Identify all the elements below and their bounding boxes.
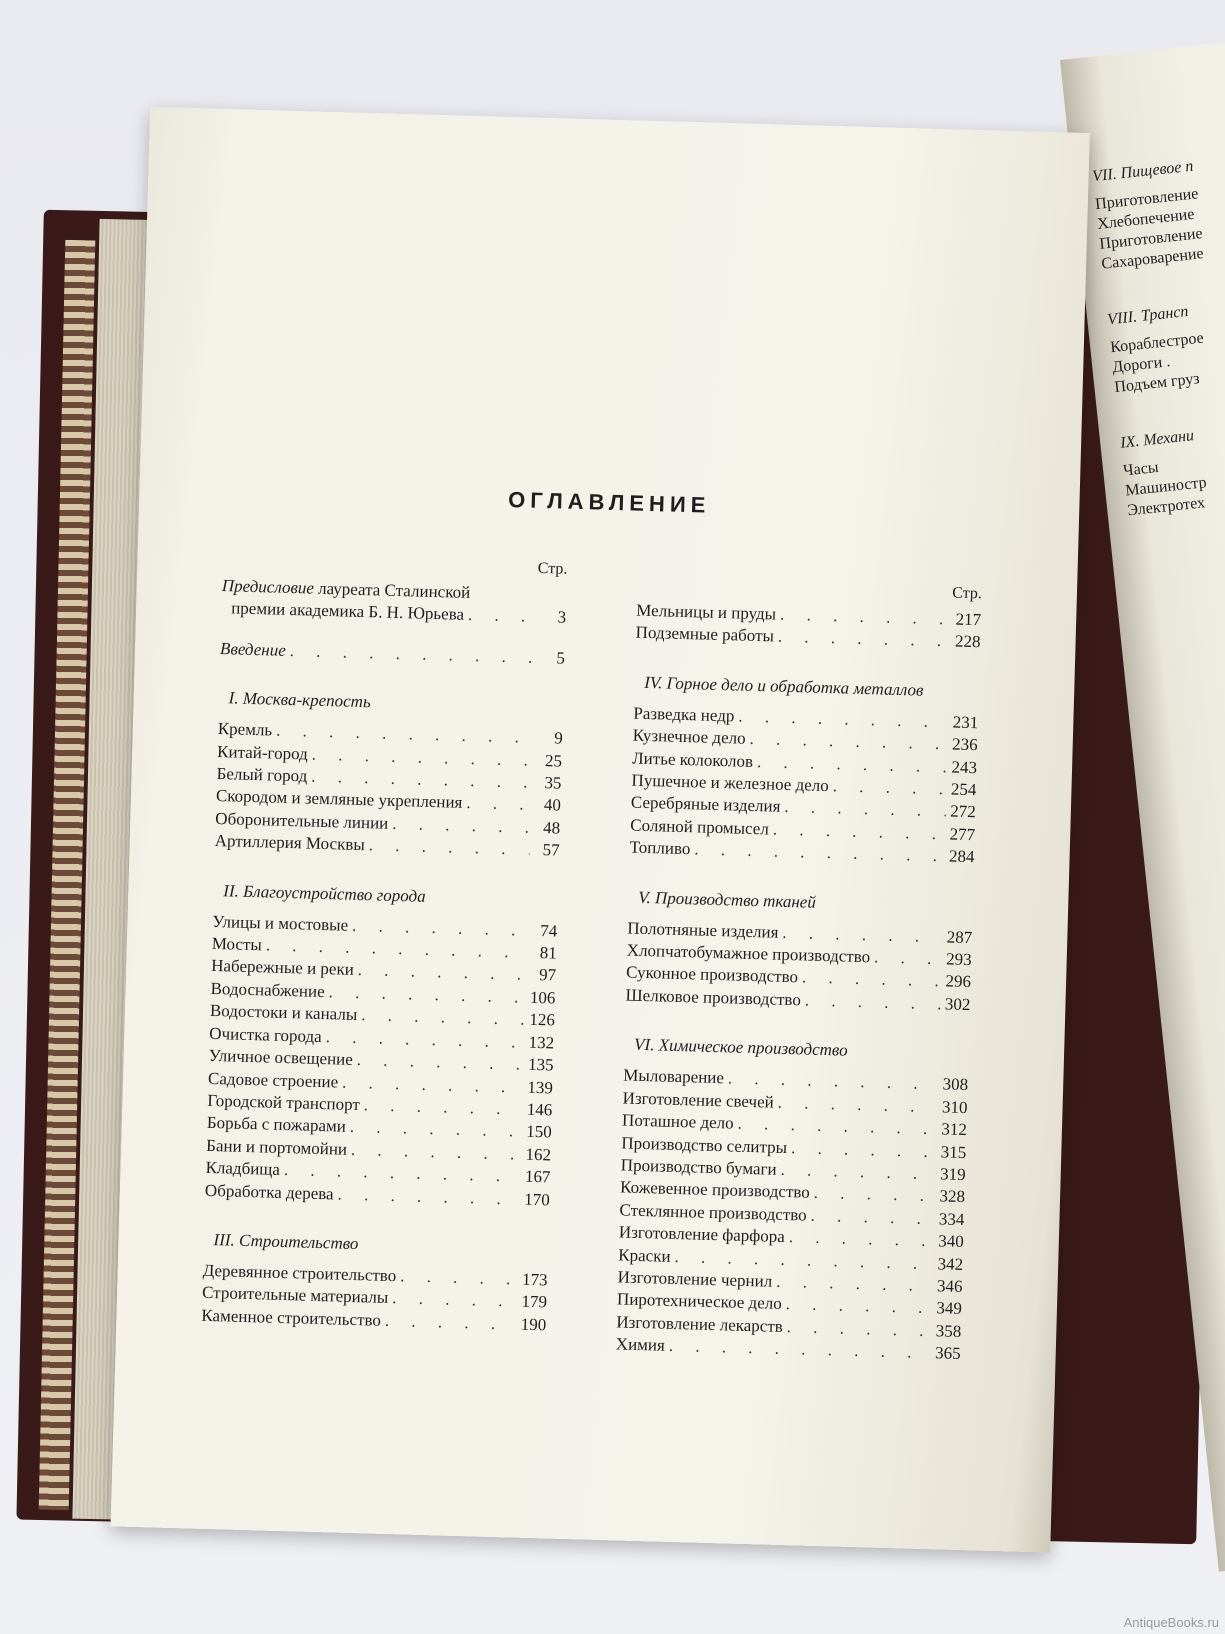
entry-page: 150 xyxy=(525,1122,552,1142)
entry-title: Набережные и реки xyxy=(210,956,355,980)
facing-section-heading: IX. Механи xyxy=(1119,427,1195,452)
entry-page: 236 xyxy=(951,734,978,755)
entry-title: Мыловарение xyxy=(623,1065,725,1088)
entry-page: 315 xyxy=(940,1141,967,1162)
leader-dots xyxy=(874,946,942,970)
entry-title: Изготовление чернил xyxy=(617,1267,773,1291)
entry-title: Литье колоколов xyxy=(631,748,754,771)
entry-title: Подземные работы xyxy=(635,623,775,646)
entry-title: Кузнечное дело xyxy=(632,725,746,748)
entry-title: Шелковое производство xyxy=(625,985,802,1010)
entry-page: 254 xyxy=(950,779,977,800)
contents-page xyxy=(111,107,1090,1553)
entry-title: Скородом и земляные укрепления xyxy=(215,786,463,813)
entry-page: 48 xyxy=(542,817,561,838)
entry-page: 74 xyxy=(540,920,558,941)
entry-title: Очистка города xyxy=(209,1023,323,1046)
entry-title: Стеклянное производство xyxy=(619,1200,807,1225)
entry-page: 106 xyxy=(529,987,556,1008)
facing-section-heading: VIII. Трансп xyxy=(1106,303,1190,329)
entry-title: Мосты xyxy=(211,933,263,955)
leader-dots xyxy=(337,1183,520,1210)
entry-title: Разведка недр xyxy=(633,703,735,726)
entry-title: Кремль xyxy=(217,719,273,740)
leader-dots xyxy=(805,989,941,1015)
entry-page: 9 xyxy=(553,728,563,748)
leader-dots xyxy=(466,792,531,816)
entry-title: Борьба с пожарами xyxy=(206,1113,347,1137)
entry-page: 81 xyxy=(539,943,557,963)
entry-page: 349 xyxy=(936,1298,963,1319)
facing-entry: Хлебопечение xyxy=(1096,205,1196,233)
entry-page: 340 xyxy=(938,1231,965,1252)
facing-entry: Сахароварение xyxy=(1100,245,1205,273)
entry-page: 40 xyxy=(543,795,562,816)
entry-page: 272 xyxy=(950,801,977,822)
facing-entry: Кораблестрое xyxy=(1109,329,1205,357)
facing-section-heading: VII. Пищевое п xyxy=(1091,157,1195,186)
leader-dots xyxy=(400,1265,518,1291)
entry-title: премии академика Б. Н. Юрьева xyxy=(230,598,465,625)
entry-page: 126 xyxy=(529,1010,556,1030)
entry-page: 310 xyxy=(941,1097,968,1117)
entry-page: 293 xyxy=(945,949,972,970)
entry-page: 302 xyxy=(944,994,971,1015)
right-column xyxy=(615,576,982,1366)
entry-title: Краски xyxy=(618,1244,671,1266)
entry-title: Пушечное и железное дело xyxy=(631,770,830,796)
page-column-label: Стр. xyxy=(952,584,983,603)
entry-title: Химия xyxy=(615,1334,666,1355)
entry-page: 57 xyxy=(542,840,560,860)
left-column xyxy=(201,551,568,1336)
section-heading: V. Производство тканей xyxy=(638,887,817,912)
facing-entry: Машиностр xyxy=(1124,474,1208,500)
section-heading: IV. Горное дело и обработка металлов xyxy=(644,672,924,700)
preface-italic: Предисловие xyxy=(221,576,315,598)
entry-page: 312 xyxy=(941,1119,968,1140)
leader-dots xyxy=(832,775,946,801)
entry-title: Хлопчатобумажное производство xyxy=(626,940,871,967)
entry-page: 5 xyxy=(556,648,566,668)
entry-title: Производство бумаги xyxy=(620,1155,777,1179)
entry-page: 167 xyxy=(524,1166,551,1187)
entry-page: 284 xyxy=(948,846,975,867)
entry-page: 277 xyxy=(949,824,976,845)
entry-title: Пиротехническое дело xyxy=(616,1289,783,1314)
entry-page: 135 xyxy=(527,1054,554,1075)
entry-title: Кладбища xyxy=(205,1157,281,1180)
entry-title: Обработка дерева xyxy=(204,1180,334,1203)
entry-title: Китай-город xyxy=(216,741,309,764)
entry-title: Городской транспорт xyxy=(207,1090,361,1115)
entry-page: 358 xyxy=(935,1321,962,1341)
page-column-label: Стр. xyxy=(537,559,568,578)
entry-title: Артиллерия Москвы xyxy=(214,831,366,855)
entry-page: 228 xyxy=(954,631,981,652)
entry-page: 25 xyxy=(544,750,563,771)
entry-title: Каменное строительство xyxy=(201,1305,382,1330)
entry-title: Изготовление лекарств xyxy=(616,1312,784,1336)
entry-page: 308 xyxy=(942,1074,969,1095)
entry-page: 190 xyxy=(520,1314,547,1335)
entry-page: 173 xyxy=(521,1269,548,1290)
facing-entry: Электротех xyxy=(1126,494,1206,520)
leader-dots xyxy=(385,1310,517,1336)
entry-title: Бани и портомойни xyxy=(205,1135,348,1159)
entry-page: 162 xyxy=(525,1144,552,1165)
entry-title: Изготовление фарфора xyxy=(618,1222,786,1247)
watermark: AntiqueBooks.ru xyxy=(1123,1615,1219,1630)
entry-page: 287 xyxy=(946,927,973,947)
entry-page: 342 xyxy=(937,1253,964,1274)
entry-title: Серебряные изделия xyxy=(630,793,781,817)
entry-title: Соляной промысел xyxy=(630,815,770,839)
entry-title: Производство селитры xyxy=(621,1132,788,1157)
entry-title: Изготовление свечей xyxy=(622,1088,775,1112)
entry-title: Уличное освещение xyxy=(208,1045,354,1069)
entry-title: Улицы и мостовые xyxy=(212,911,349,935)
entry-page: 319 xyxy=(939,1164,966,1184)
entry-page: 179 xyxy=(521,1292,548,1312)
entry-title: Мельницы и пруды xyxy=(636,600,777,624)
entry-title: Полотняные изделия xyxy=(627,918,779,942)
entry-page: 231 xyxy=(952,712,979,733)
entry-page: 170 xyxy=(524,1189,551,1209)
entry-title: Водоснабжение xyxy=(210,978,325,1001)
leader-dots xyxy=(368,835,529,862)
entry-title: Белый город xyxy=(216,764,308,786)
entry-page: 146 xyxy=(526,1099,553,1120)
entry-title: Кожевенное производство xyxy=(619,1177,811,1203)
entry-page: 328 xyxy=(939,1186,966,1207)
section-heading: I. Москва-крепость xyxy=(228,688,371,712)
entry-page: 346 xyxy=(936,1276,963,1296)
leader-dots xyxy=(778,626,951,653)
entry-page: 334 xyxy=(938,1209,965,1229)
entry-title: Топливо xyxy=(629,837,691,859)
entry-page: 3 xyxy=(557,607,567,628)
page-title: ОГЛАВЛЕНИЕ xyxy=(507,487,711,518)
entry-title: Деревянное строительство xyxy=(202,1260,397,1286)
preface-rest: лауреата Сталинской xyxy=(313,578,471,602)
entry-title: Строительные материалы xyxy=(201,1283,389,1308)
preface-entry xyxy=(221,575,567,629)
right-sections xyxy=(615,672,979,1365)
entry-title: Водостоки и каналы xyxy=(209,1001,358,1025)
entry-title: Введение xyxy=(219,638,287,660)
leader-dots xyxy=(468,604,537,628)
facing-entry: Приготовление xyxy=(1098,225,1204,253)
entry-page: 35 xyxy=(544,773,562,793)
entry-page: 97 xyxy=(538,965,557,986)
entry-page: 132 xyxy=(528,1032,555,1053)
facing-entry: Дороги . xyxy=(1111,353,1172,377)
entry-title: Поташное дело xyxy=(621,1110,734,1133)
entry-page: 365 xyxy=(934,1343,961,1364)
entry-page: 296 xyxy=(945,971,972,992)
entry-page: 139 xyxy=(527,1077,554,1098)
entry-title: Садовое строение xyxy=(207,1068,339,1092)
entry-title: Суконное производство xyxy=(625,962,799,987)
facing-page-text xyxy=(1091,136,1225,521)
introduction-entry xyxy=(220,638,565,670)
section-heading: VI. Химическое производство xyxy=(633,1035,848,1060)
section-heading: III. Строительство xyxy=(213,1230,359,1254)
facing-entry: Подъем груз xyxy=(1113,370,1201,397)
leader-dots xyxy=(289,640,535,669)
entry-title: Оборонительные линии xyxy=(215,808,389,833)
facing-entry: Часы xyxy=(1122,458,1160,480)
entry-page: 243 xyxy=(951,757,978,777)
entry-page: 217 xyxy=(955,609,982,630)
left-sections xyxy=(201,688,564,1336)
facing-entry: Приготовление xyxy=(1094,185,1200,214)
section-heading: II. Благоустройство города xyxy=(223,880,426,906)
right-top-entries xyxy=(635,600,981,654)
